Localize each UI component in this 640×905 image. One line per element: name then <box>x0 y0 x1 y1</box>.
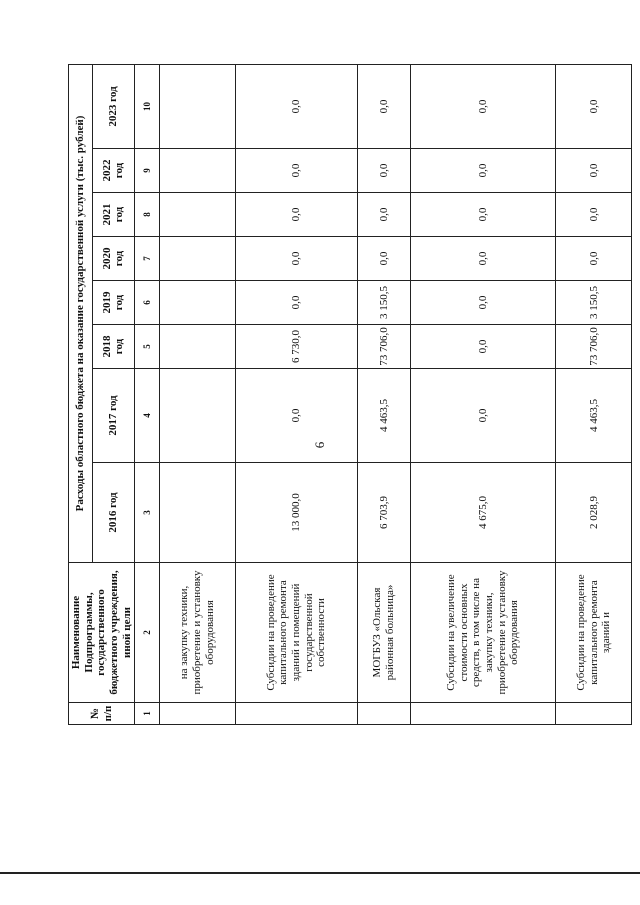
value-cell: 0,0 <box>358 237 410 281</box>
header-year-2016: 2016 год <box>92 463 135 563</box>
column-index-row <box>135 64 160 724</box>
value-cell: 3 150,5 <box>358 281 410 325</box>
value-cell <box>159 64 235 148</box>
row-number <box>159 703 235 725</box>
value-cell: 0,0 <box>235 281 358 325</box>
header-year-2020: 2020 год <box>92 237 135 281</box>
value-cell: 0,0 <box>410 149 556 193</box>
value-cell: 0,0 <box>410 281 556 325</box>
header-year-2021: 2021 год <box>92 193 135 237</box>
value-cell: 6 730,0 <box>235 325 358 369</box>
value-cell: 13 000,0 <box>235 463 358 563</box>
value-cell: 3 150,5 <box>556 281 632 325</box>
value-cell: 0,0 <box>235 64 358 148</box>
table-row <box>556 64 632 724</box>
column-index: 3 <box>135 463 160 563</box>
value-cell: 0,0 <box>556 64 632 148</box>
bottom-rule <box>0 872 640 874</box>
column-index: 2 <box>135 563 160 703</box>
header-no: № п/п <box>69 703 135 725</box>
column-index: 9 <box>135 149 160 193</box>
value-cell: 0,0 <box>235 149 358 193</box>
value-cell: 4 463,5 <box>358 369 410 463</box>
value-cell: 2 028,9 <box>556 463 632 563</box>
table-row <box>358 64 410 724</box>
value-cell <box>159 237 235 281</box>
value-cell: 4 675,0 <box>410 463 556 563</box>
row-number <box>235 703 358 725</box>
page-number: 6 <box>312 441 327 449</box>
header-name: Наименование Подпрограммы, государственного бюджетного учреждения, иной цели <box>69 563 135 703</box>
row-name: Субсидии на проведение капитального ремонта зданий и помещений государственной собственности <box>235 563 358 703</box>
header-year-2017: 2017 год <box>92 369 135 463</box>
value-cell: 0,0 <box>358 64 410 148</box>
value-cell: 0,0 <box>235 369 358 463</box>
row-name: на закупку техники, приобретение и установку оборудования <box>159 563 235 703</box>
value-cell: 0,0 <box>358 193 410 237</box>
value-cell <box>159 281 235 325</box>
expenses-table <box>68 64 632 725</box>
value-cell <box>159 463 235 563</box>
row-number <box>410 703 556 725</box>
column-index: 8 <box>135 193 160 237</box>
value-cell: 0,0 <box>358 149 410 193</box>
value-cell: 0,0 <box>556 237 632 281</box>
table-row <box>410 64 556 724</box>
value-cell: 0,0 <box>556 149 632 193</box>
table-row <box>159 64 235 724</box>
table-row <box>235 64 358 724</box>
header-year-2019: 2019 год <box>92 281 135 325</box>
column-index: 1 <box>135 703 160 725</box>
value-cell: 73 706,0 <box>556 325 632 369</box>
column-index: 5 <box>135 325 160 369</box>
table-header <box>69 64 135 724</box>
header-year-2022: 2022 год <box>92 149 135 193</box>
column-index: 4 <box>135 369 160 463</box>
value-cell: 0,0 <box>410 369 556 463</box>
value-cell: 0,0 <box>410 237 556 281</box>
value-cell <box>159 149 235 193</box>
row-number <box>358 703 410 725</box>
value-cell: 6 703,9 <box>358 463 410 563</box>
column-index: 10 <box>135 64 160 148</box>
header-year-2018: 2018 год <box>92 325 135 369</box>
table-body <box>135 64 632 724</box>
value-cell: 0,0 <box>235 193 358 237</box>
column-index: 6 <box>135 281 160 325</box>
value-cell: 0,0 <box>556 193 632 237</box>
value-cell: 0,0 <box>410 64 556 148</box>
value-cell: 73 706,0 <box>358 325 410 369</box>
header-year-2023: 2023 год <box>92 64 135 148</box>
header-expenses-group: Расходы областного бюджета на оказание государственной услуги (тыс. рублей) <box>69 64 93 562</box>
value-cell: 0,0 <box>410 193 556 237</box>
value-cell <box>159 369 235 463</box>
value-cell: 0,0 <box>410 325 556 369</box>
row-name: МОГБУЗ «Ольская районная больница» <box>358 563 410 703</box>
value-cell <box>159 193 235 237</box>
row-name: Субсидии на проведение капитального ремонта зданий и <box>556 563 632 703</box>
value-cell: 4 463,5 <box>556 369 632 463</box>
value-cell <box>159 325 235 369</box>
rotated-table-wrapper <box>68 65 613 725</box>
row-number <box>556 703 632 725</box>
value-cell: 0,0 <box>235 237 358 281</box>
column-index: 7 <box>135 237 160 281</box>
row-name: Субсидии на увеличение стоимости основных средств, в том числе на закупку техники, приобретение и установку оборудования <box>410 563 556 703</box>
